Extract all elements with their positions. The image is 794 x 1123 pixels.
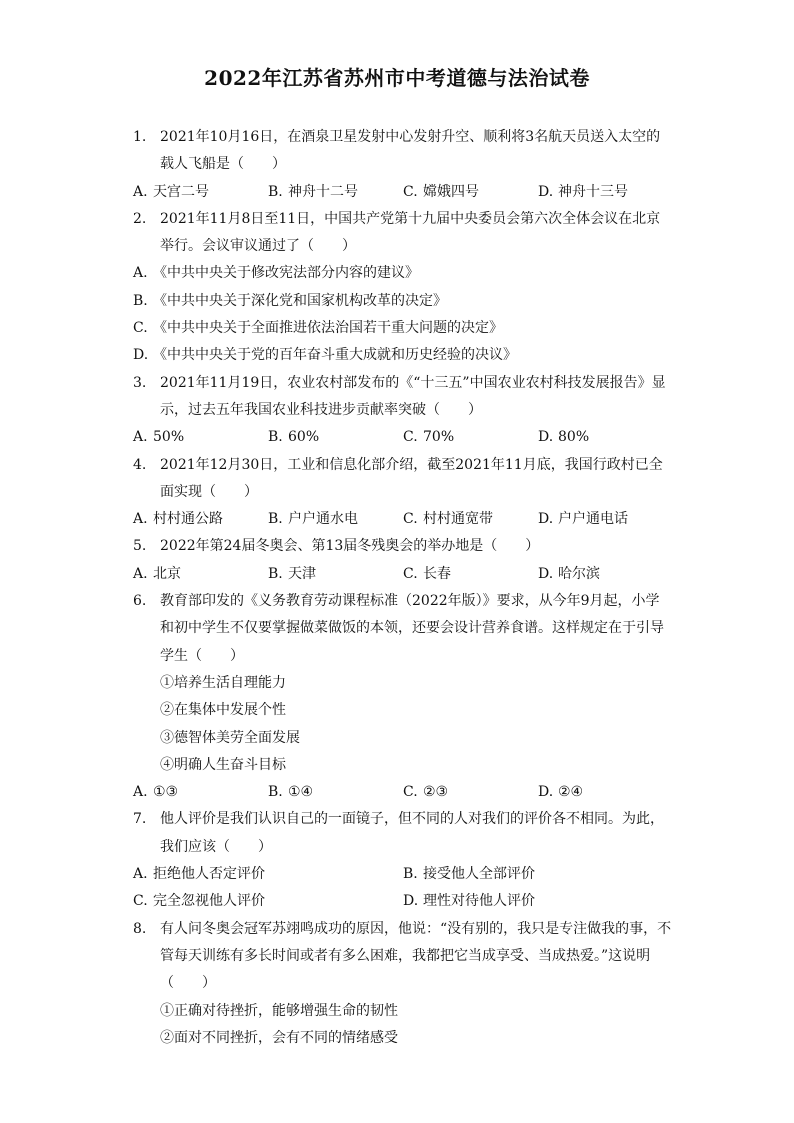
question-4 bbox=[133, 452, 673, 534]
option-text: 拒绝他人否定评价 bbox=[153, 866, 265, 883]
option-a[interactable] bbox=[133, 779, 268, 806]
question-6 bbox=[133, 588, 673, 806]
option-b[interactable] bbox=[268, 779, 403, 806]
statement-item: ④明确人生奋斗目标 bbox=[160, 756, 286, 773]
option-d[interactable] bbox=[403, 888, 673, 915]
option-label: B. bbox=[268, 511, 283, 528]
option-a[interactable] bbox=[133, 424, 268, 451]
option-a[interactable] bbox=[133, 179, 268, 206]
option-label: D. bbox=[538, 429, 554, 446]
option-c[interactable] bbox=[133, 315, 673, 342]
option-label: B. bbox=[403, 866, 418, 883]
question-7 bbox=[133, 806, 673, 915]
option-b[interactable] bbox=[268, 561, 403, 588]
option-text: ②③ bbox=[423, 784, 449, 801]
option-label: D. bbox=[538, 511, 554, 528]
option-text: 《中共中央关于党的百年奋斗重大成就和历史经验的决议》 bbox=[153, 347, 517, 364]
option-row bbox=[133, 561, 673, 588]
option-a[interactable] bbox=[133, 260, 673, 287]
statement-item: ③德智体美劳全面发展 bbox=[160, 729, 300, 746]
question-number: 8. bbox=[133, 920, 147, 937]
option-text: 神舟十三号 bbox=[558, 183, 628, 200]
question-8 bbox=[133, 916, 673, 1052]
question-number: 5. bbox=[133, 538, 147, 555]
option-text: 神舟十二号 bbox=[288, 183, 358, 200]
question-text: 2021年12月30日，工业和信息化部介绍，截至2021年11月底，我国行政村已全面实现（ ） bbox=[160, 456, 663, 500]
option-label: B. bbox=[268, 565, 283, 582]
option-c[interactable] bbox=[403, 561, 538, 588]
question-5 bbox=[133, 533, 673, 588]
option-text: 《中共中央关于全面推进依法治国若干重大问题的决定》 bbox=[153, 320, 503, 337]
question-text: 有人问冬奥会冠军苏翊鸣成功的原因，他说：“没有别的，我只是专注做我的事，不管每天训练有多长时间或者有多么困难，我都把它当成享受、当成热爱。”这说明（ ） bbox=[160, 920, 672, 992]
option-label: D. bbox=[538, 565, 554, 582]
statement-item: ②面对不同挫折，会有不同的情绪感受 bbox=[160, 1029, 398, 1046]
option-row bbox=[133, 506, 673, 533]
question-number: 4. bbox=[133, 456, 147, 473]
option-text: 《中共中央关于深化党和国家机构改革的决定》 bbox=[153, 292, 447, 309]
option-c[interactable] bbox=[133, 888, 403, 915]
option-text: 天津 bbox=[288, 565, 316, 582]
option-text: 完全忽视他人评价 bbox=[153, 893, 265, 910]
option-a[interactable] bbox=[133, 506, 268, 533]
option-row bbox=[133, 424, 673, 451]
question-text: 2022年第24届冬奥会、第13届冬残奥会的举办地是（ ） bbox=[160, 538, 540, 555]
statement-item: ①培养生活自理能力 bbox=[160, 674, 286, 691]
option-b[interactable] bbox=[133, 288, 673, 315]
question-number: 1. bbox=[133, 129, 147, 145]
question-text: 2021年11月19日，农业农村部发布的《“十三五”中国农业农村科技发展报告》显示，过去五年我国农业科技进步贡献率突破（ ） bbox=[160, 374, 666, 418]
option-text: 天宫二号 bbox=[153, 183, 209, 200]
option-d[interactable] bbox=[538, 561, 673, 588]
option-label: B. bbox=[133, 292, 148, 309]
option-text: 村村通公路 bbox=[153, 511, 223, 528]
option-d[interactable] bbox=[538, 424, 673, 451]
option-label: C. bbox=[403, 183, 418, 200]
option-text: 80% bbox=[558, 429, 590, 446]
statement-item: ①正确对待挫折，能够增强生命的韧性 bbox=[160, 1002, 398, 1019]
option-b[interactable] bbox=[268, 506, 403, 533]
question-number: 2. bbox=[133, 210, 147, 227]
option-label: D. bbox=[133, 347, 149, 364]
option-text: 哈尔滨 bbox=[558, 565, 600, 582]
option-c[interactable] bbox=[403, 179, 538, 206]
option-text: 接受他人全部评价 bbox=[423, 866, 535, 883]
option-b[interactable] bbox=[403, 861, 673, 888]
option-row bbox=[133, 888, 673, 915]
option-c[interactable] bbox=[403, 424, 538, 451]
option-label: C. bbox=[403, 565, 418, 582]
question-text: 他人评价是我们认识自己的一面镜子，但不同的人对我们的评价各不相同。为此，我们应该（ ） bbox=[160, 811, 664, 855]
page-title: 2022年江苏省苏州市中考道德与法治试卷 bbox=[204, 66, 590, 90]
option-label: A. bbox=[133, 183, 148, 200]
option-label: C. bbox=[133, 893, 148, 910]
option-label: C. bbox=[403, 429, 418, 446]
option-label: D. bbox=[538, 183, 554, 200]
option-label: D. bbox=[538, 784, 554, 801]
option-row bbox=[133, 779, 673, 806]
option-label: A. bbox=[133, 866, 148, 883]
option-label: C. bbox=[133, 320, 148, 337]
option-a[interactable] bbox=[133, 861, 403, 888]
option-text: 50% bbox=[153, 429, 185, 446]
option-label: C. bbox=[403, 511, 418, 528]
option-row bbox=[133, 861, 673, 888]
question-text: 2021年10月16日，在酒泉卫星发射中心发射升空、顺利将3名航天员送入太空的载人飞船是（ ） bbox=[160, 129, 661, 173]
option-d[interactable] bbox=[538, 779, 673, 806]
option-text: 户户通电话 bbox=[558, 511, 628, 528]
option-c[interactable] bbox=[403, 779, 538, 806]
option-text: 60% bbox=[288, 429, 320, 446]
option-d[interactable] bbox=[133, 342, 673, 369]
question-list bbox=[133, 124, 673, 1052]
option-label: C. bbox=[403, 784, 418, 801]
option-d[interactable] bbox=[538, 179, 673, 206]
question-3 bbox=[133, 370, 673, 452]
option-text: 村村通宽带 bbox=[423, 511, 493, 528]
question-number: 7. bbox=[133, 811, 147, 828]
option-label: B. bbox=[268, 183, 283, 200]
option-text: 长春 bbox=[423, 565, 451, 582]
option-text: 北京 bbox=[153, 565, 181, 582]
option-label: A. bbox=[133, 511, 148, 528]
option-text: 嫦娥四号 bbox=[423, 183, 479, 200]
option-label: A. bbox=[133, 565, 148, 582]
option-text: 70% bbox=[423, 429, 455, 446]
option-b[interactable] bbox=[268, 424, 403, 451]
option-text: 《中共中央关于修改宪法部分内容的建议》 bbox=[153, 265, 419, 282]
option-row bbox=[133, 179, 673, 206]
question-1 bbox=[133, 124, 673, 206]
option-label: A. bbox=[133, 784, 148, 801]
option-label: A. bbox=[133, 265, 148, 282]
option-label: A. bbox=[133, 429, 148, 446]
question-text: 2021年11月8日至11日，中国共产党第十九届中央委员会第六次全体会议在北京举行。会议审议通过了（ ） bbox=[160, 210, 661, 255]
question-2 bbox=[133, 206, 673, 370]
option-text: ②④ bbox=[558, 784, 584, 801]
question-number: 6. bbox=[133, 593, 147, 610]
option-text: 户户通水电 bbox=[288, 511, 358, 528]
option-label: B. bbox=[268, 784, 283, 801]
question-text: 教育部印发的《义务教育劳动课程标准（2022年版）》要求，从今年9月起，小学和初中学生不仅要掌握做菜做饭的本领，还要会设计营养食谱。这样规定在于引导学生（ ） bbox=[160, 593, 664, 664]
option-text: ①④ bbox=[288, 784, 314, 801]
option-b[interactable] bbox=[268, 179, 403, 206]
option-label: D. bbox=[403, 893, 419, 910]
option-label: B. bbox=[268, 429, 283, 446]
question-number: 3. bbox=[133, 374, 147, 391]
option-text: 理性对待他人评价 bbox=[423, 893, 535, 910]
option-a[interactable] bbox=[133, 561, 268, 588]
option-c[interactable] bbox=[403, 506, 538, 533]
option-d[interactable] bbox=[538, 506, 673, 533]
statement-item: ②在集体中发展个性 bbox=[160, 702, 286, 719]
option-text: ①③ bbox=[153, 784, 179, 801]
